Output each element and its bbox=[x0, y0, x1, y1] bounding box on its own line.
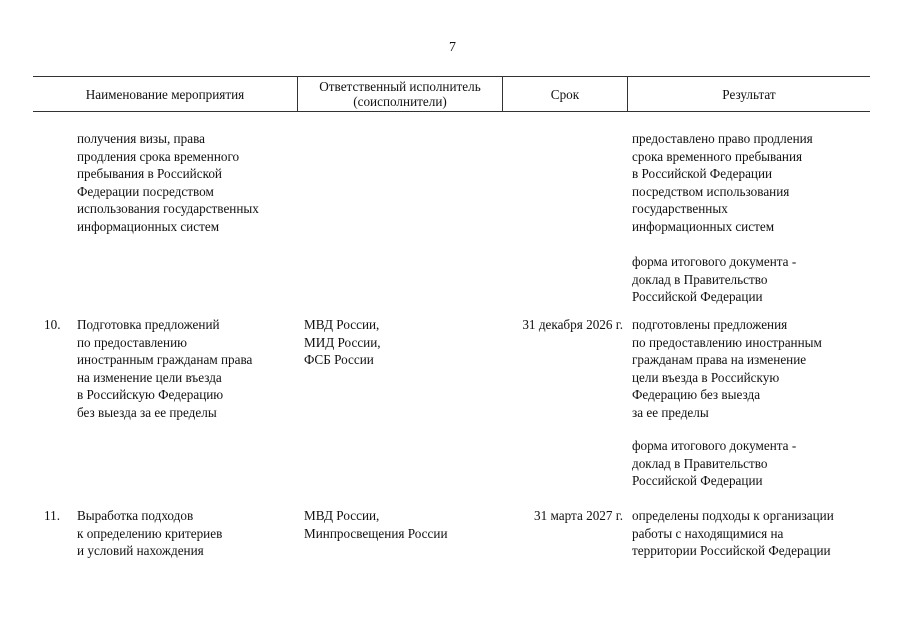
row-11-responsible: МВД России, Минпросвещения России bbox=[304, 508, 448, 541]
page-number: 7 bbox=[449, 40, 456, 55]
row-10-responsible: МВД России, МИД России, ФСБ России bbox=[304, 317, 381, 367]
row-11-term: 31 марта 2027 г. bbox=[534, 508, 623, 523]
table-header bbox=[33, 76, 870, 112]
header-result: Результат bbox=[627, 77, 870, 111]
row-10-number: 10. bbox=[44, 317, 61, 332]
row-10-result-doc: форма итогового документа - доклад в Правительство Российской Федерации bbox=[632, 438, 797, 488]
continuation-result: предоставлено право продления срока временного пребывания в Российской Федерации посредством использования государственных информационных систем bbox=[632, 131, 813, 234]
continuation-name: получения визы, права продления срока временного пребывания в Российской Федерации посредством использования государственных информационных систем bbox=[77, 131, 259, 234]
header-name: Наименование мероприятия bbox=[85, 86, 245, 102]
header-responsible-text: Ответственный исполнитель (соисполнители) bbox=[319, 79, 481, 109]
continuation-result-doc: форма итогового документа - доклад в Правительство Российской Федерации bbox=[632, 254, 797, 304]
header-responsible bbox=[297, 77, 502, 111]
row-10-name: Подготовка предложений по предоставлению иностранным гражданам права на изменение цели въезда в Российскую Федерацию без выезда за ее пределы bbox=[77, 317, 253, 420]
row-11-number: 11. bbox=[44, 508, 60, 523]
row-11-name: Выработка подходов к определению критериев и условий нахождения bbox=[77, 508, 223, 558]
row-11-result: определены подходы к организации работы с находящимися на территории Российской Федерации bbox=[632, 508, 834, 558]
row-10-term: 31 декабря 2026 г. bbox=[522, 317, 623, 332]
row-10-result: подготовлены предложения по предоставлению иностранным гражданам права на изменение цели въезда в Российскую Федерацию без выезда за ее пределы bbox=[632, 317, 822, 420]
header-term: Срок bbox=[502, 77, 627, 111]
